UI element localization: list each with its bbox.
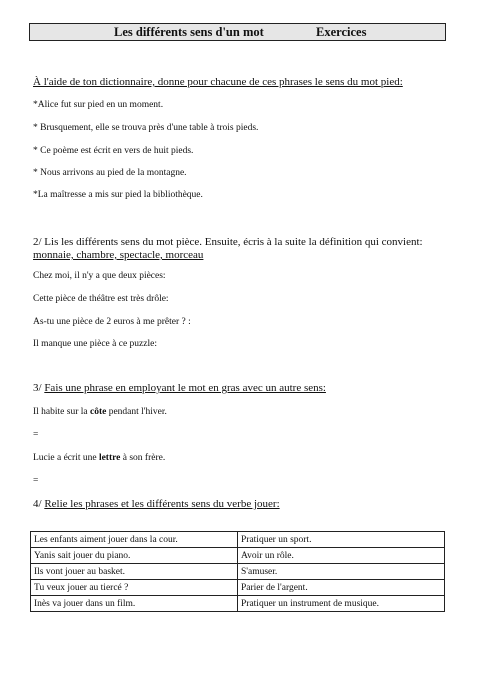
ex1-instruction xyxy=(33,76,403,88)
ex3-sentence-1 xyxy=(33,407,167,417)
meaning-cell: Parier de l'argent. xyxy=(238,580,445,596)
ex3-s1-before: Il habite sur la xyxy=(33,407,90,417)
ex1-sentence-2: * Brusquement, elle se trouva près d'une table à trois pieds. xyxy=(33,123,259,133)
page-subtitle: Exercices xyxy=(316,25,367,39)
ex2-instruction: 2/ Lis les différents sens du mot pièce. Ensuite, écris à la suite la définition qui convient: xyxy=(33,236,423,248)
table-row xyxy=(31,564,445,580)
ex1-sentence-5: *La maîtresse a mis sur pied la bibliothèque. xyxy=(33,190,203,200)
meaning-cell: S'amuser. xyxy=(238,564,445,580)
ex4-number: 4/ xyxy=(33,498,42,510)
ex3-instruction-line xyxy=(33,382,326,394)
ex3-answer-1: = xyxy=(33,430,39,440)
ex2-sentence-4: Il manque une pièce à ce puzzle: xyxy=(33,339,157,349)
ex2-sentence-1: Chez moi, il n'y a que deux pièces: xyxy=(33,271,166,281)
ex1-instruction-word: pied: xyxy=(380,76,403,88)
meaning-cell: Pratiquer un instrument de musique. xyxy=(238,596,445,612)
ex2-sentence-2: Cette pièce de théâtre est très drôle: xyxy=(33,294,169,304)
sentence-cell: Tu veux jouer au tiercé ? xyxy=(31,580,238,596)
ex3-answer-2: = xyxy=(33,476,39,486)
table-row xyxy=(31,596,445,612)
ex3-s1-after: pendant l'hiver. xyxy=(106,407,167,417)
ex3-instruction: Fais une phrase en employant le mot en gras avec un autre sens: xyxy=(44,382,326,394)
ex3-s2-bold-word: lettre xyxy=(98,453,121,463)
ex2-options: monnaie, chambre, spectacle, morceau xyxy=(33,249,204,261)
table-row xyxy=(31,532,445,548)
ex3-s2-after: à son frère. xyxy=(120,453,166,463)
title-banner xyxy=(29,23,446,41)
sentence-cell: Yanis sait jouer du piano. xyxy=(31,548,238,564)
ex1-instruction-text: À l'aide de ton dictionnaire, donne pour chacune de ces phrases le sens du mot xyxy=(33,76,381,88)
matching-table xyxy=(30,531,445,612)
ex2-sentence-3: As-tu une pièce de 2 euros à me prêter ? : xyxy=(33,317,191,327)
ex3-s2-before: Lucie a écrit une xyxy=(33,453,99,463)
ex1-sentence-4: * Nous arrivons au pied de la montagne. xyxy=(33,168,187,178)
ex4-instruction-line xyxy=(33,498,280,510)
table-row xyxy=(31,548,445,564)
meaning-cell: Pratiquer un sport. xyxy=(238,532,445,548)
page-title: Les différents sens d'un mot xyxy=(114,25,264,39)
sentence-cell: Les enfants aiment jouer dans la cour. xyxy=(31,532,238,548)
ex1-sentence-3: * Ce poème est écrit en vers de huit pieds. xyxy=(33,146,194,156)
ex4-instruction: Relie les phrases et les différents sens du verbe jouer: xyxy=(44,498,280,510)
ex3-sentence-2 xyxy=(33,453,165,463)
ex1-sentence-1: *Alice fut sur pied en un moment. xyxy=(33,100,164,110)
sentence-cell: Inès va jouer dans un film. xyxy=(31,596,238,612)
ex3-s1-bold-word: côte xyxy=(89,407,107,417)
table-row xyxy=(31,580,445,596)
ex3-number: 3/ xyxy=(33,382,42,394)
meaning-cell: Avoir un rôle. xyxy=(238,548,445,564)
sentence-cell: Ils vont jouer au basket. xyxy=(31,564,238,580)
